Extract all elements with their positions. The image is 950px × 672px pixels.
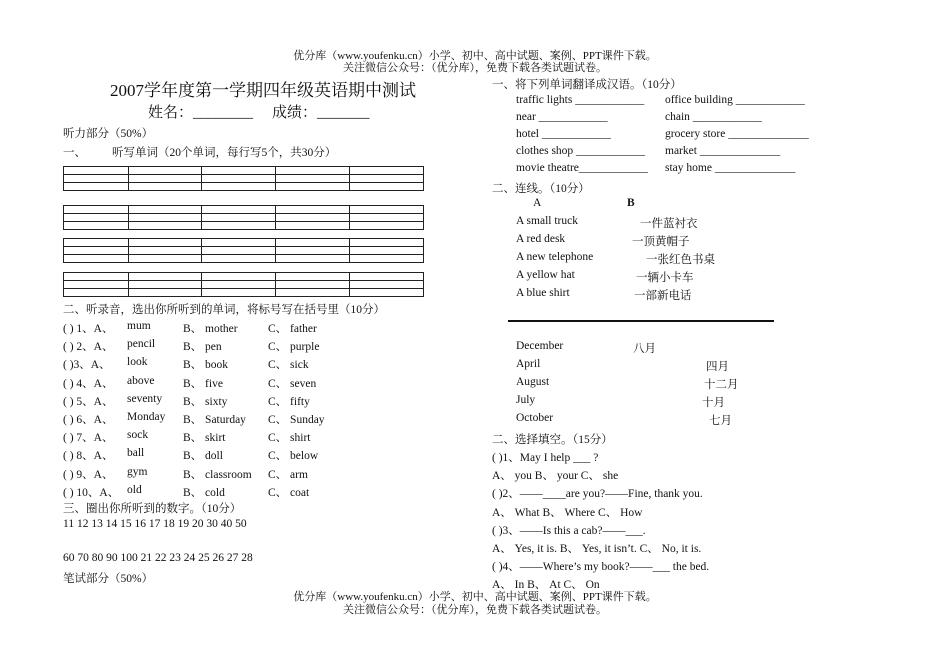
numbers-row-2: 60 70 80 90 100 21 22 23 24 25 26 27 28: [63, 552, 253, 564]
option-a: pencil: [127, 338, 156, 351]
choice-line: A、 Yes, it is. B、 Yes, it isn’t. C、 No, it is.: [492, 543, 702, 555]
translate-item-right: grocery store ______________: [665, 128, 809, 140]
option-a: gym: [127, 465, 148, 478]
match-chinese: 一辆小卡车: [636, 272, 694, 284]
match-english: A red desk: [516, 233, 566, 245]
month-english: April: [516, 358, 541, 370]
listening-part-label: 听力部分（50%）: [63, 128, 154, 140]
dictation-grid-3: [63, 238, 424, 263]
translate-item-right: market ______________: [665, 145, 781, 157]
question-number: ( )3、A、: [63, 359, 111, 372]
page-title: 2007学年度第一学期四年级英语期中测试: [110, 81, 416, 100]
translate-item-left: hotel ____________: [516, 128, 611, 140]
translate-item-right: stay home ______________: [665, 162, 796, 174]
month-english: October: [516, 412, 554, 424]
translate-item-left: near ____________: [516, 111, 608, 123]
option-b: B、 skirt: [183, 432, 226, 445]
option-c: C、 seven: [268, 377, 317, 390]
option-c: C、 shirt: [268, 432, 311, 445]
match-english: A blue shirt: [516, 287, 570, 299]
option-b: B、 pen: [183, 341, 222, 354]
month-chinese: 七月: [709, 415, 732, 427]
dictation-grid-4: [63, 272, 424, 297]
section3-title: 三、圈出你所听到的数字。（10分）: [63, 503, 242, 515]
choice-line: A、 What B、 Where C、 How: [492, 506, 643, 519]
translate-item-right: chain ____________: [665, 111, 762, 123]
option-c: C、 below: [268, 450, 319, 463]
match-english: A new telephone: [516, 251, 594, 263]
choice-line: A、 In B、 At C、 On: [492, 579, 600, 592]
translate-item-left: traffic lights ____________: [516, 94, 645, 106]
question-number: ( ) 9、A、: [63, 468, 114, 481]
bottom-banner-line2: 关注微信公众号：（优分库），免费下载各类试题试卷。: [343, 604, 607, 616]
top-banner-line1: 优分库（www.youfenku.cn）小学、初中、高中试题、案例、PPT课件下载。: [293, 50, 657, 62]
option-a: look: [127, 356, 148, 369]
option-a: Monday: [127, 411, 166, 423]
option-c: C、 father: [268, 323, 317, 335]
right-section2-title: 二、连线。（10分）: [492, 183, 590, 195]
section2-title: 二、听录音，选出你所听到的单词，将标号写在括号里（10分）: [63, 304, 385, 316]
option-b: B、 five: [183, 377, 223, 390]
option-b: B、 Saturday: [183, 414, 246, 426]
match-column-a: A: [533, 197, 542, 209]
match-english: A small truck: [516, 215, 578, 227]
question-number: ( ) 8、A、: [63, 450, 114, 463]
match-chinese: 一张红色书桌: [646, 254, 715, 266]
choice-line: ( )3、——Is this a cab?——___.: [492, 524, 646, 537]
match-chinese: 一部新电话: [634, 290, 692, 302]
question-number: ( ) 10、A、: [63, 486, 120, 499]
month-english: July: [516, 394, 536, 406]
option-b: B、 cold: [183, 486, 225, 499]
option-b: B、 sixty: [183, 395, 228, 408]
numbers-row-1: 11 12 13 14 15 16 17 18 19 20 30 40 50: [63, 518, 247, 530]
option-b: B、 book: [183, 359, 229, 372]
translate-item-left: clothes shop ____________: [516, 145, 646, 157]
option-c: C、 purple: [268, 341, 320, 354]
written-part-label: 笔试部分（50%）: [63, 573, 154, 585]
month-english: December: [516, 340, 564, 352]
score-field-label: 成绩：_______: [272, 105, 370, 121]
option-c: C、 arm: [268, 468, 308, 481]
option-b: B、 mother: [183, 323, 238, 335]
option-a: above: [127, 374, 155, 387]
month-english: August: [516, 376, 550, 388]
translate-item-left: movie theatre____________: [516, 162, 648, 174]
bottom-banner-line1: 优分库（www.youfenku.cn）小学、初中、高中试题、案例、PPT课件下载。: [293, 591, 657, 603]
option-c: C、 sick: [268, 359, 309, 372]
dictation-grid-1: [63, 166, 424, 191]
month-chinese: 四月: [706, 361, 729, 373]
match-english: A yellow hat: [516, 269, 575, 281]
month-chinese: 十二月: [704, 379, 739, 391]
section1-number: 一、: [63, 147, 86, 159]
right-section1-title: 一、将下列单词翻译成汉语。（10分）: [492, 79, 682, 91]
option-c: C、 fifty: [268, 395, 310, 408]
question-number: ( ) 2、A、: [63, 341, 114, 354]
section1-title: 听写单词（20个单词，每行写5个，共30分）: [112, 147, 337, 159]
option-a: seventy: [127, 392, 163, 405]
option-a: sock: [127, 429, 149, 442]
choice-line: A、 you B、 your C、 she: [492, 470, 619, 483]
option-b: B、 doll: [183, 450, 223, 463]
question-number: ( ) 5、A、: [63, 395, 114, 408]
month-chinese: 十月: [702, 397, 725, 409]
option-a: ball: [127, 447, 145, 460]
match-column-b: B: [627, 197, 635, 209]
option-b: B、 classroom: [183, 468, 252, 481]
choice-line: ( )2、——____are you?——Fine, thank you.: [492, 488, 703, 501]
right-section3-title: 二、选择填空。（15分）: [492, 434, 613, 446]
option-c: C、 coat: [268, 486, 310, 499]
choice-line: ( )1、May I help ___ ?: [492, 452, 599, 464]
month-chinese: 八月: [633, 343, 656, 355]
option-c: C、 Sunday: [268, 414, 325, 426]
question-number: ( ) 7、A、: [63, 432, 114, 445]
top-banner-line2: 关注微信公众号：（优分库），免费下载各类试题试卷。: [343, 62, 607, 74]
option-a: old: [127, 483, 142, 496]
divider-line: [508, 320, 774, 322]
match-chinese: 一顶黄帽子: [632, 236, 690, 248]
choice-line: ( )4、——Where’s my book?——___ the bed.: [492, 561, 710, 574]
question-number: ( ) 6、A、: [63, 414, 114, 426]
dictation-grid-2: [63, 205, 424, 230]
question-number: ( ) 4、A、: [63, 377, 114, 390]
option-a: mum: [127, 320, 151, 332]
match-chinese: 一件蓝衬衣: [640, 218, 698, 230]
translate-item-right: office building ____________: [665, 94, 805, 106]
question-number: ( ) 1、A、: [63, 323, 114, 335]
name-field-label: 姓名：________: [148, 105, 254, 121]
